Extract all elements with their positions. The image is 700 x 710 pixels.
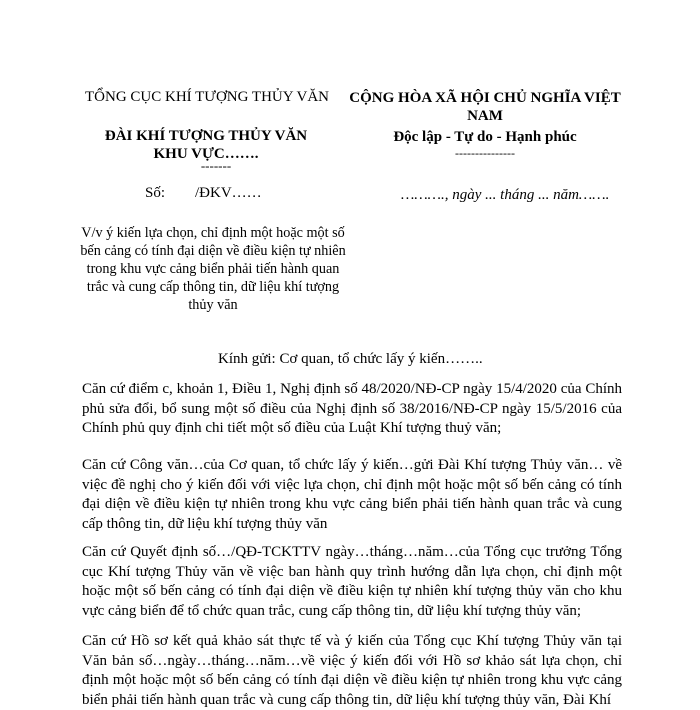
body-paragraph-4: Căn cứ Hồ sơ kết quả khảo sát thực tế và ý kiến của Tổng cục Khí tượng Thủy văn tại Văn bản số…ngày…tháng…năm…về việc ý kiến đối với Hồ sơ khảo sát lựa chọn, chỉ định một hoặc một số bến cảng có tính đại diện về điều kiện tự nhiên trong khu vực cảng biển phải tiến hành quan trắc và cung cấp thông tin, dữ liệu khí tượng thủy văn, Đài Khí bbox=[82, 633, 622, 708]
document-date: ………., ngày ... tháng ... năm……. bbox=[401, 187, 610, 203]
body-paragraph-1: Căn cứ điểm c, khoản 1, Điều 1, Nghị định số 48/2020/NĐ-CP ngày 15/4/2020 của Chính phủ sửa đổi, bổ sung một số điều của Nghị định số 38/2016/NĐ-CP ngày 15/5/2016 của Chính phủ quy định chi tiết một số điều của Luật Khí tượng thuỷ văn; bbox=[82, 381, 622, 436]
document-subject: V/v ý kiến lựa chọn, chỉ định một hoặc một số bến cảng có tính đại diện về điều kiện tự nhiên trong khu vực cảng biển phải tiến hành quan trắc và cung cấp thông tin, dữ liệu khí tượng thủy văn bbox=[80, 225, 346, 313]
body-paragraph-2: Căn cứ Công văn…của Cơ quan, tổ chức lấy ý kiến…gửi Đài Khí tượng Thủy văn… về việc đề nghị cho ý kiến đối với việc lựa chọn, chỉ định một hoặc một số bến cảng có tính đại diện về điều kiện tự nhiên trong khu vực cảng biển phải tiến hành quan trắc và cung cấp thông tin, dữ liệu khí tượng thủy văn bbox=[82, 457, 622, 532]
department-name: ĐÀI KHÍ TƯỢNG THỦY VĂN KHU VỰC……. bbox=[104, 128, 308, 162]
recipient-line: Kính gửi: Cơ quan, tổ chức lấy ý kiến…….. bbox=[218, 351, 483, 367]
body-paragraph-3: Căn cứ Quyết định số…/QĐ-TCKTTV ngày…tháng…năm…của Tổng cục trưởng Tổng cục Khí tượng Thủy văn về việc ban hành quy trình hướng dẫn lựa chọn, chỉ định một hoặc một số bến cảng có tính đại diện về điều kiện tự nhiên khí tượng thủy văn cho khu vực cảng biển để tổ chức quan trắc, cung cấp thông tin, dữ liệu khí tượng thủy văn; bbox=[82, 544, 622, 619]
department-divider: ------- bbox=[200, 158, 232, 173]
motto-divider: --------------- bbox=[455, 146, 515, 160]
document-number: Số: /ĐKV…… bbox=[145, 185, 262, 201]
nation-title: CỘNG HÒA XÃ HỘI CHỦ NGHĨA VIỆT NAM bbox=[349, 90, 621, 124]
national-motto: Độc lập - Tự do - Hạnh phúc bbox=[393, 129, 577, 145]
agency-name: TỔNG CỤC KHÍ TƯỢNG THỦY VĂN bbox=[85, 89, 329, 105]
